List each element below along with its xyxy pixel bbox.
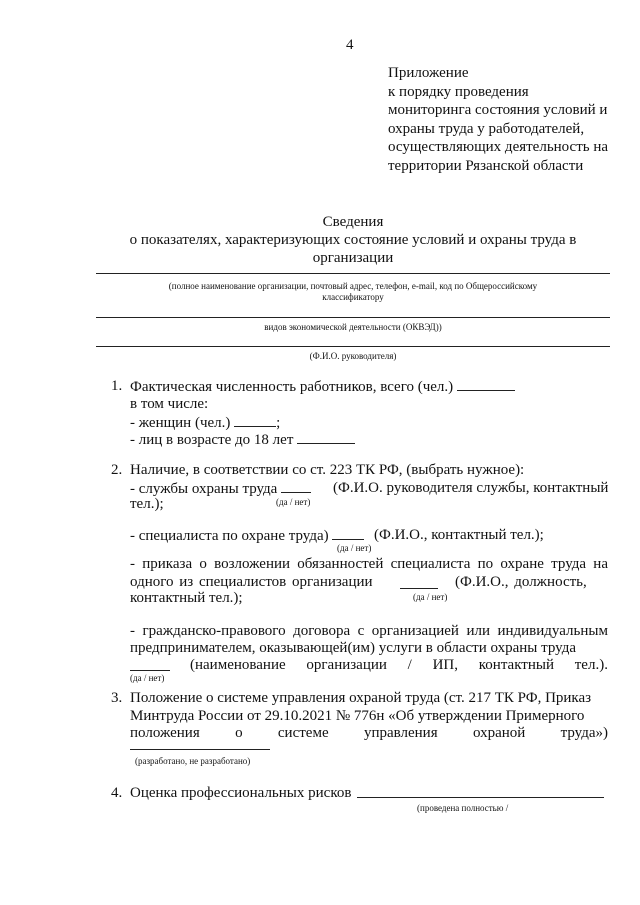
item4-text: Оценка профессиональных рисков [130,785,352,801]
word: - [130,556,135,572]
title-heading: Сведения [322,214,384,230]
specialist-contact: (Ф.И.О., контактный тел.); [374,527,544,543]
item-number: 3. [111,690,123,706]
word: договора [293,623,351,639]
item-number: 4. [111,785,123,801]
women-end: ; [276,415,281,431]
appendix-line: осуществляющих деятельность на [388,139,609,155]
appendix-line: территории Рязанской области [388,157,584,174]
order-line-2a: одного из специалистов организации [130,574,373,590]
word: организации [306,657,387,673]
word: охране [500,556,544,572]
word: управления [363,725,438,741]
yes-no-caption: (да / нет) [413,592,448,602]
item3-line3 [130,724,608,742]
item-number: 2. [111,462,123,478]
word: или [466,623,490,639]
service-text: - службы охраны труда [130,481,278,497]
item-number: 1. [111,378,123,394]
word: (наименование [190,657,286,673]
word: гражданско-правового [142,623,286,639]
okved-field-line[interactable] [96,317,610,318]
org-name-field-line[interactable] [96,273,610,274]
item4-caption: (проведена полностью / [417,803,509,813]
contract-yes-no-field[interactable] [130,657,170,671]
item1-minors [130,430,355,449]
specialist-yes-no-field[interactable] [332,526,364,540]
director-field-line[interactable] [96,346,610,347]
word: о [235,725,243,741]
specialist-label [130,526,364,545]
word: организацией [371,623,459,639]
item3-line2: Минтруда России от 29.10.2021 № 776н «Об утверждении Примерного [130,708,585,724]
title-line: о показателях, характеризующих состояние условий и охраны труда в [129,232,577,248]
yes-no-caption: (да / нет) [337,543,372,553]
word: - [130,623,135,639]
appendix-line: Приложение [388,65,469,81]
title-line: организации [312,250,394,266]
contract-line-1 [130,622,608,640]
item1-incl: в том числе: [130,396,209,412]
service-contact: (Ф.И.О. руководителя службы, контактный [333,480,609,496]
word: труда [551,556,587,572]
yes-no-caption: (да / нет) [276,497,311,507]
word: по [477,556,494,572]
osh-system-field-line[interactable] [130,749,270,750]
org-caption: (полное наименование организации, почтовый адрес, телефон, e-mail, код по Общероссийскому [168,281,538,291]
minors-label: - лиц в возрасте до 18 лет [130,432,294,448]
word: системе [277,725,329,741]
specialist-text: - специалиста по охране труда) [130,528,329,544]
appendix-line: мониторинга состояния условий и [388,102,608,118]
page-number: 4 [346,37,354,53]
contract-line-2: предпринимателем, оказывающей(им) услуги в области охраны труда [130,640,577,656]
word: о [199,556,207,572]
director-caption: (Ф.И.О. руководителя) [309,351,397,361]
item1-label: Фактическая численность работников, всего (чел.) [130,379,454,395]
contract-line-3 [190,656,608,674]
women-field[interactable] [234,413,276,427]
yes-no-caption: (да / нет) [130,673,165,683]
word: специалиста [390,556,471,572]
risk-assessment-field-line[interactable] [357,797,604,798]
item1-text [130,377,515,396]
org-caption: классификатору [322,292,384,302]
order-line-1 [130,555,608,573]
appendix-line: к порядку проведения [388,83,529,100]
word: тел.). [574,657,608,673]
appendix-line: охраны труда у работодателей, [388,120,585,137]
minors-field[interactable] [297,430,355,444]
item3-caption: (разработано, не разработано) [135,756,251,766]
item3-line1: Положение о системе управления охраной труда (ст. 217 ТК РФ, Приказ [130,690,592,706]
word: ИП, [432,657,459,673]
word: обязанностей [297,556,384,572]
word: труда») [560,725,608,741]
word: приказа [142,556,193,572]
word: контактный [478,657,554,673]
word: индивидуальным [497,623,608,639]
women-label: - женщин (чел.) [130,415,231,431]
order-line-3: контактный тел.); [130,590,243,606]
total-workers-field[interactable] [457,377,515,391]
service-yes-no-field[interactable] [281,479,311,493]
word: на [593,556,608,572]
okved-caption: видов экономической деятельности (ОКВЭД)) [264,322,442,332]
word: / [407,657,412,673]
appendix-block [388,64,608,175]
word: охраной [472,725,526,741]
word: положения [130,725,200,741]
order-line-2b: (Ф.И.О., должность, [455,574,587,590]
service-contact-end: тел.); [130,496,164,512]
word: с [357,623,365,639]
word: возложении [214,556,291,572]
item2-text: Наличие, в соответствии со ст. 223 ТК РФ, (выбрать нужное): [130,462,525,478]
order-yes-no-field[interactable] [400,575,438,589]
